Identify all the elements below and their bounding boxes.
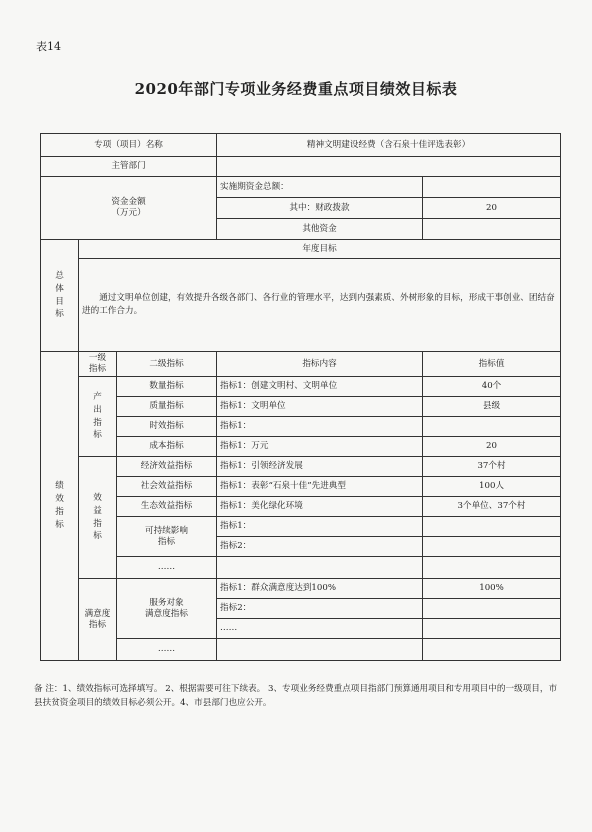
sustainability-content-2: 指标2： [217, 537, 423, 557]
satisfaction-more-ellipsis: …… [117, 639, 217, 661]
funds-total-value [423, 177, 561, 198]
ecological-indicator: 生态效益指标 [117, 497, 217, 517]
ecological-value: 3个单位、37个村 [423, 497, 561, 517]
satisfaction-content-1: 指标1：群众满意度达到100% [217, 579, 423, 599]
performance-goal-table [40, 133, 561, 661]
footnote: 备 注：1、绩效指标可选择填写。 2、根据需要可往下续表。 3、专项业务经费重点项目指部门预算通用项目和专用项目中的一级项目，市县扶贫资金项目的绩效目标必须公开。4、市县部门也应公开。 [34, 684, 558, 708]
economic-content: 指标1：引领经济发展 [217, 457, 423, 477]
sustainability-value-2 [423, 537, 561, 557]
dept-value [217, 157, 561, 177]
sustainability-content-1: 指标1： [217, 517, 423, 537]
social-value: 100人 [423, 477, 561, 497]
ecological-content: 指标1：美化绿化环境 [217, 497, 423, 517]
page-title: 2020年部门专项业务经费重点项目绩效目标表 [134, 80, 458, 98]
funds-fiscal-label: 其中：财政拨款 [217, 198, 423, 219]
cost-indicator: 成本指标 [117, 437, 217, 457]
effect-more-value [423, 557, 561, 579]
quality-indicator: 质量指标 [117, 397, 217, 417]
satisfaction-value-1: 100% [423, 579, 561, 599]
funds-total-label: 实施期资金总额： [217, 177, 423, 198]
annual-goal-header: 年度目标 [79, 240, 561, 259]
social-content: 指标1：表彰“石泉十佳”先进典型 [217, 477, 423, 497]
funds-other-value [423, 219, 561, 240]
effect-more-content [217, 557, 423, 579]
satisfaction-content-2: 指标2： [217, 599, 423, 619]
cost-value: 20 [423, 437, 561, 457]
dept-label: 主管部门 [41, 157, 217, 177]
project-name-label: 专项（项目）名称 [41, 134, 217, 157]
performance-indicators-label: 绩 效 指 标 [41, 352, 79, 661]
quantity-indicator: 数量指标 [117, 377, 217, 397]
timeliness-value [423, 417, 561, 437]
sustainability-indicator: 可持续影响 指标 [117, 517, 217, 557]
social-indicator: 社会效益指标 [117, 477, 217, 497]
satisfaction-content-3: …… [217, 619, 423, 639]
funds-label: 资金金额 （万元） [41, 177, 217, 240]
value-header: 指标值 [423, 352, 561, 377]
timeliness-indicator: 时效指标 [117, 417, 217, 437]
quality-value: 县级 [423, 397, 561, 417]
sustainability-value-1 [423, 517, 561, 537]
level2-header: 二级指标 [117, 352, 217, 377]
level1-header: 一级 指标 [79, 352, 117, 377]
project-name-value: 精神文明建设经费（含石泉十佳评选表彰） [217, 134, 561, 157]
economic-indicator: 经济效益指标 [117, 457, 217, 477]
satisfaction-more-content [217, 639, 423, 661]
annual-goal-text: 通过文明单位创建，有效提升各级各部门、各行业的管理水平，达到内强素质、外树形象的目标，形成干事创业、团结奋进的工作合力。 [79, 259, 561, 352]
satisfaction-value-2 [423, 599, 561, 619]
satisfaction-indicators-label: 满意度 指标 [79, 579, 117, 661]
funds-other-label: 其他资金 [217, 219, 423, 240]
quality-content: 指标1：文明单位 [217, 397, 423, 417]
quantity-value: 40个 [423, 377, 561, 397]
cost-content: 指标1：万元 [217, 437, 423, 457]
timeliness-content: 指标1： [217, 417, 423, 437]
output-indicators-label: 产 出 指 标 [79, 377, 117, 457]
economic-value: 37个村 [423, 457, 561, 477]
service-satisfaction-indicator: 服务对象 满意度指标 [117, 579, 217, 639]
funds-fiscal-value: 20 [423, 198, 561, 219]
satisfaction-more-value [423, 639, 561, 661]
content-header: 指标内容 [217, 352, 423, 377]
effect-more-ellipsis: …… [117, 557, 217, 579]
table-number: 表14 [36, 40, 61, 53]
quantity-content: 指标1：创建文明村、文明单位 [217, 377, 423, 397]
overall-goal-label: 总 体 目 标 [41, 240, 79, 352]
effect-indicators-label: 效 益 指 标 [79, 457, 117, 579]
satisfaction-value-3 [423, 619, 561, 639]
